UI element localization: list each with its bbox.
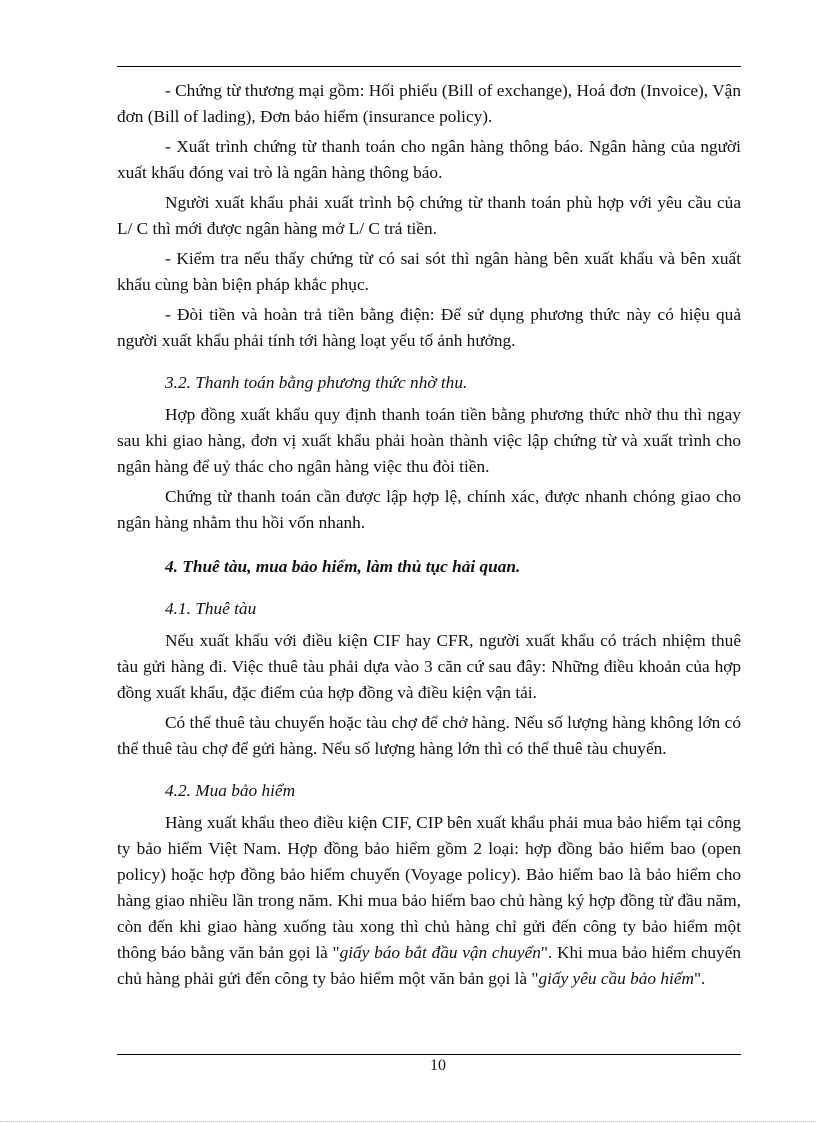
section-heading: 3.2. Thanh toán bằng phương thức nhờ thu.: [165, 373, 468, 392]
paragraph: - Xuất trình chứng từ thanh toán cho ngân hàng thông báo. Ngân hàng của người xuất khẩu đóng vai trò là ngân hàng thông báo.: [117, 137, 741, 182]
quoted-term: giấy yêu cầu bảo hiểm: [538, 969, 694, 988]
section-heading: 4.1. Thuê tàu: [165, 599, 257, 618]
paragraph: Có thể thuê tàu chuyến hoặc tàu chợ để chở hàng. Nếu số lượng hàng không lớn có thể thuê tàu chợ để gửi hàng. Nếu số lượng hàng lớn thì có thể thuê tàu chuyến.: [117, 713, 741, 758]
paragraph: Người xuất khẩu phải xuất trình bộ chứng từ thanh toán phù hợp với yêu cầu của L/ C thì mới được ngân hàng mở L/ C trả tiền.: [117, 193, 741, 238]
paragraph-insurance: [117, 810, 741, 992]
section-heading: 4. Thuê tàu, mua bảo hiểm, làm thủ tục hải quan.: [165, 557, 521, 576]
text-run: ". Khi mua bảo hiểm chuyến chủ hàng phải gửi đến công ty bảo hiểm một văn bản gọi là ": [117, 943, 742, 988]
document-page: [117, 78, 741, 996]
paragraph: - Chứng từ thương mại gồm: Hối phiếu (Bill of exchange), Hoá đơn (Invoice), Vận đơn (Bill of lading), Đơn bảo hiểm (insurance policy).: [117, 81, 741, 126]
paragraph: Hợp đồng xuất khẩu quy định thanh toán tiền bằng phương thức nhờ thu thì ngay sau khi giao hàng, đơn vị xuất khẩu phải hoàn thành việc lập chứng từ và xuất trình cho ngân hàng để uỷ thác cho ngân hàng việc thu đòi tiền.: [117, 405, 741, 476]
text-run: Hàng xuất khẩu theo điều kiện CIF, CIP bên xuất khẩu phải mua bảo hiểm tại công ty bảo hiểm Việt Nam. Hợp đồng bảo hiểm gồm 2 loại: hợp đồng bảo hiểm bao (open policy) hoặc hợp đồng bảo hiểm chuyến (Voyage policy). Bảo hiểm bao là bảo hiểm cho hàng giao nhiều lần trong năm. Khi mua bảo hiểm bao chủ hàng ký hợp đồng từ đầu năm, còn đến khi giao hàng xuống tàu xong thì chủ hàng chỉ gửi đến công ty bảo hiểm một thông báo bằng văn bản gọi là ": [117, 813, 741, 962]
text-run: ".: [693, 969, 706, 988]
header-rule: [117, 66, 741, 67]
paragraph: - Kiểm tra nếu thấy chứng từ có sai sót thì ngân hàng bên xuất khẩu và bên xuất khẩu cùng bàn biện pháp khắc phục.: [117, 249, 741, 294]
section-heading: 4.2. Mua bảo hiểm: [165, 781, 296, 800]
paragraph: - Đòi tiền và hoàn trả tiền bằng điện: Để sử dụng phương thức này có hiệu quả người xuất khẩu phải tính tới hàng loạt yếu tố ảnh hưởng.: [117, 305, 741, 350]
quoted-term: giấy báo bắt đầu vận chuyển: [339, 943, 541, 962]
page-edge: [0, 1121, 816, 1122]
page-number: 10: [430, 1057, 446, 1074]
paragraph: Nếu xuất khẩu với điều kiện CIF hay CFR, người xuất khẩu có trách nhiệm thuê tàu gửi hàng đi. Việc thuê tàu phải dựa vào 3 căn cứ sau đây: Những điều khoản của hợp đồng xuất khẩu, đặc điểm của hợp đồng và điều kiện vận tải.: [117, 631, 741, 702]
footer-rule: [117, 1054, 741, 1055]
paragraph: Chứng từ thanh toán cần được lập hợp lệ, chính xác, được nhanh chóng giao cho ngân hàng nhằm thu hồi vốn nhanh.: [117, 487, 741, 532]
